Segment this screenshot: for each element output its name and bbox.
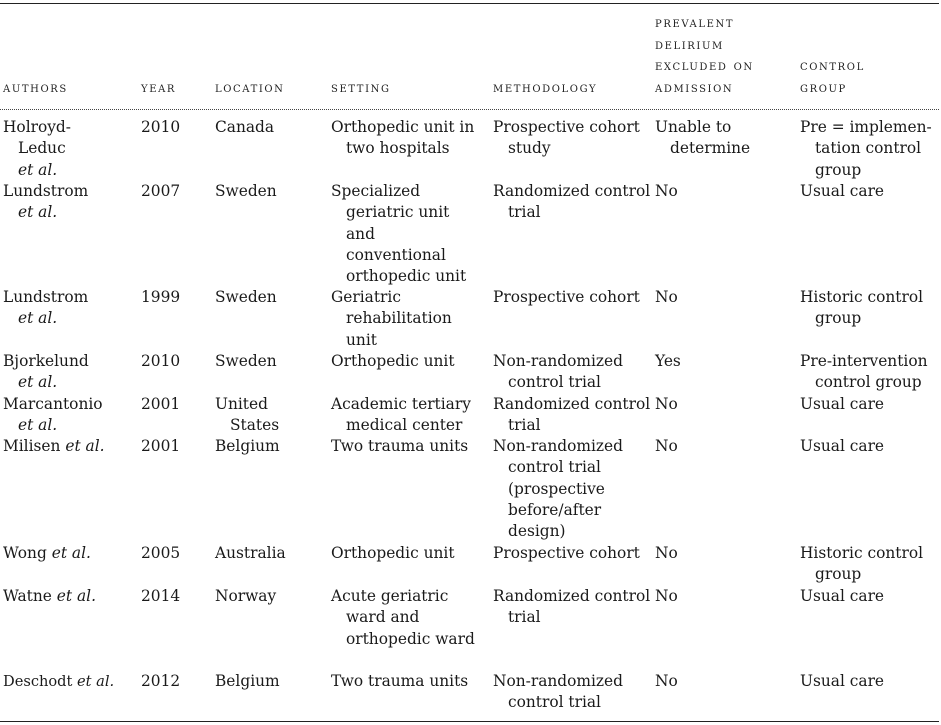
cell-year: 2012 bbox=[141, 672, 181, 690]
cell-setting: Acute geriatric ward and orthopedic ward bbox=[331, 587, 475, 648]
cell-author: Marcantonio et al. bbox=[3, 395, 103, 435]
cell-year: 2001 bbox=[141, 437, 181, 455]
cell-location: Norway bbox=[215, 587, 277, 605]
cell-year: 1999 bbox=[141, 288, 181, 306]
header-control-group: control group bbox=[800, 58, 865, 96]
cell-author: Milisen et al. bbox=[3, 437, 105, 455]
cell-author: Watne et al. bbox=[3, 587, 96, 605]
cell-author: Lundstrom et al. bbox=[3, 288, 89, 328]
cell-control: Historic control group bbox=[800, 544, 924, 584]
cell-year: 2005 bbox=[141, 544, 181, 562]
cell-year: 2010 bbox=[141, 352, 181, 370]
cell-control: Pre = implemen- tation control group bbox=[800, 118, 932, 179]
header-methodology: methodology bbox=[493, 80, 598, 96]
cell-author: Holroyd- Leduc et al. bbox=[3, 118, 71, 179]
header-prevalent-delirium: prevalent delirium excluded on admission bbox=[655, 15, 754, 96]
cell-setting: Orthopedic unit bbox=[331, 352, 455, 370]
cell-year: 2007 bbox=[141, 182, 181, 200]
header-authors: authors bbox=[3, 80, 68, 96]
cell-prevalent: No bbox=[655, 672, 678, 690]
cell-author: Wong et al. bbox=[3, 544, 91, 562]
cell-year: 2014 bbox=[141, 587, 181, 605]
cell-prevalent: No bbox=[655, 395, 678, 413]
cell-prevalent: Yes bbox=[655, 352, 681, 370]
cell-methodology: Non-randomized control trial bbox=[493, 672, 623, 712]
cell-methodology: Randomized control trial bbox=[493, 587, 651, 627]
cell-control: Pre-intervention control group bbox=[800, 352, 928, 392]
cell-location: Belgium bbox=[215, 672, 280, 690]
cell-control: Usual care bbox=[800, 672, 885, 690]
cell-methodology: Non-randomized control trial (prospective before/after design) bbox=[493, 437, 623, 541]
cell-control: Usual care bbox=[800, 182, 885, 200]
cell-location: Sweden bbox=[215, 288, 277, 306]
cell-prevalent: No bbox=[655, 288, 678, 306]
cell-setting: Geriatric rehabilitation unit bbox=[331, 288, 452, 349]
cell-location: Canada bbox=[215, 118, 275, 136]
header-location: location bbox=[215, 80, 285, 96]
cell-setting: Academic tertiary medical center bbox=[331, 395, 471, 435]
cell-methodology: Prospective cohort study bbox=[493, 118, 640, 158]
cell-prevalent: No bbox=[655, 544, 678, 562]
header-divider bbox=[0, 109, 939, 110]
cell-control: Usual care bbox=[800, 437, 885, 455]
cell-author: Bjorkelund et al. bbox=[3, 352, 89, 392]
cell-location: Sweden bbox=[215, 352, 277, 370]
table-top-rule bbox=[0, 3, 939, 4]
cell-setting: Orthopedic unit bbox=[331, 544, 455, 562]
cell-location: Belgium bbox=[215, 437, 280, 455]
header-year: year bbox=[141, 80, 177, 96]
cell-setting: Two trauma units bbox=[331, 672, 469, 690]
cell-author: Deschodt et al. bbox=[3, 673, 115, 690]
table-bottom-rule bbox=[0, 721, 939, 722]
cell-setting: Specialized geriatric unit and conventional orthopedic unit bbox=[331, 182, 467, 286]
cell-methodology: Randomized control trial bbox=[493, 182, 651, 222]
cell-setting: Orthopedic unit in two hospitals bbox=[331, 118, 475, 158]
cell-prevalent: No bbox=[655, 437, 678, 455]
cell-prevalent: No bbox=[655, 182, 678, 200]
cell-year: 2001 bbox=[141, 395, 181, 413]
cell-location: Australia bbox=[215, 544, 286, 562]
cell-prevalent: Unable to determine bbox=[655, 118, 751, 158]
cell-prevalent: No bbox=[655, 587, 678, 605]
cell-control: Usual care bbox=[800, 395, 885, 413]
cell-control: Historic control group bbox=[800, 288, 924, 328]
cell-location: Sweden bbox=[215, 182, 277, 200]
cell-methodology: Randomized control trial bbox=[493, 395, 651, 435]
cell-year: 2010 bbox=[141, 118, 181, 136]
cell-setting: Two trauma units bbox=[331, 437, 469, 455]
cell-methodology: Prospective cohort bbox=[493, 288, 640, 306]
cell-methodology: Non-randomized control trial bbox=[493, 352, 623, 392]
header-setting: setting bbox=[331, 80, 391, 96]
cell-control: Usual care bbox=[800, 587, 885, 605]
cell-location: United States bbox=[215, 395, 280, 435]
cell-author: Lundstrom et al. bbox=[3, 182, 89, 222]
cell-methodology: Prospective cohort bbox=[493, 544, 640, 562]
